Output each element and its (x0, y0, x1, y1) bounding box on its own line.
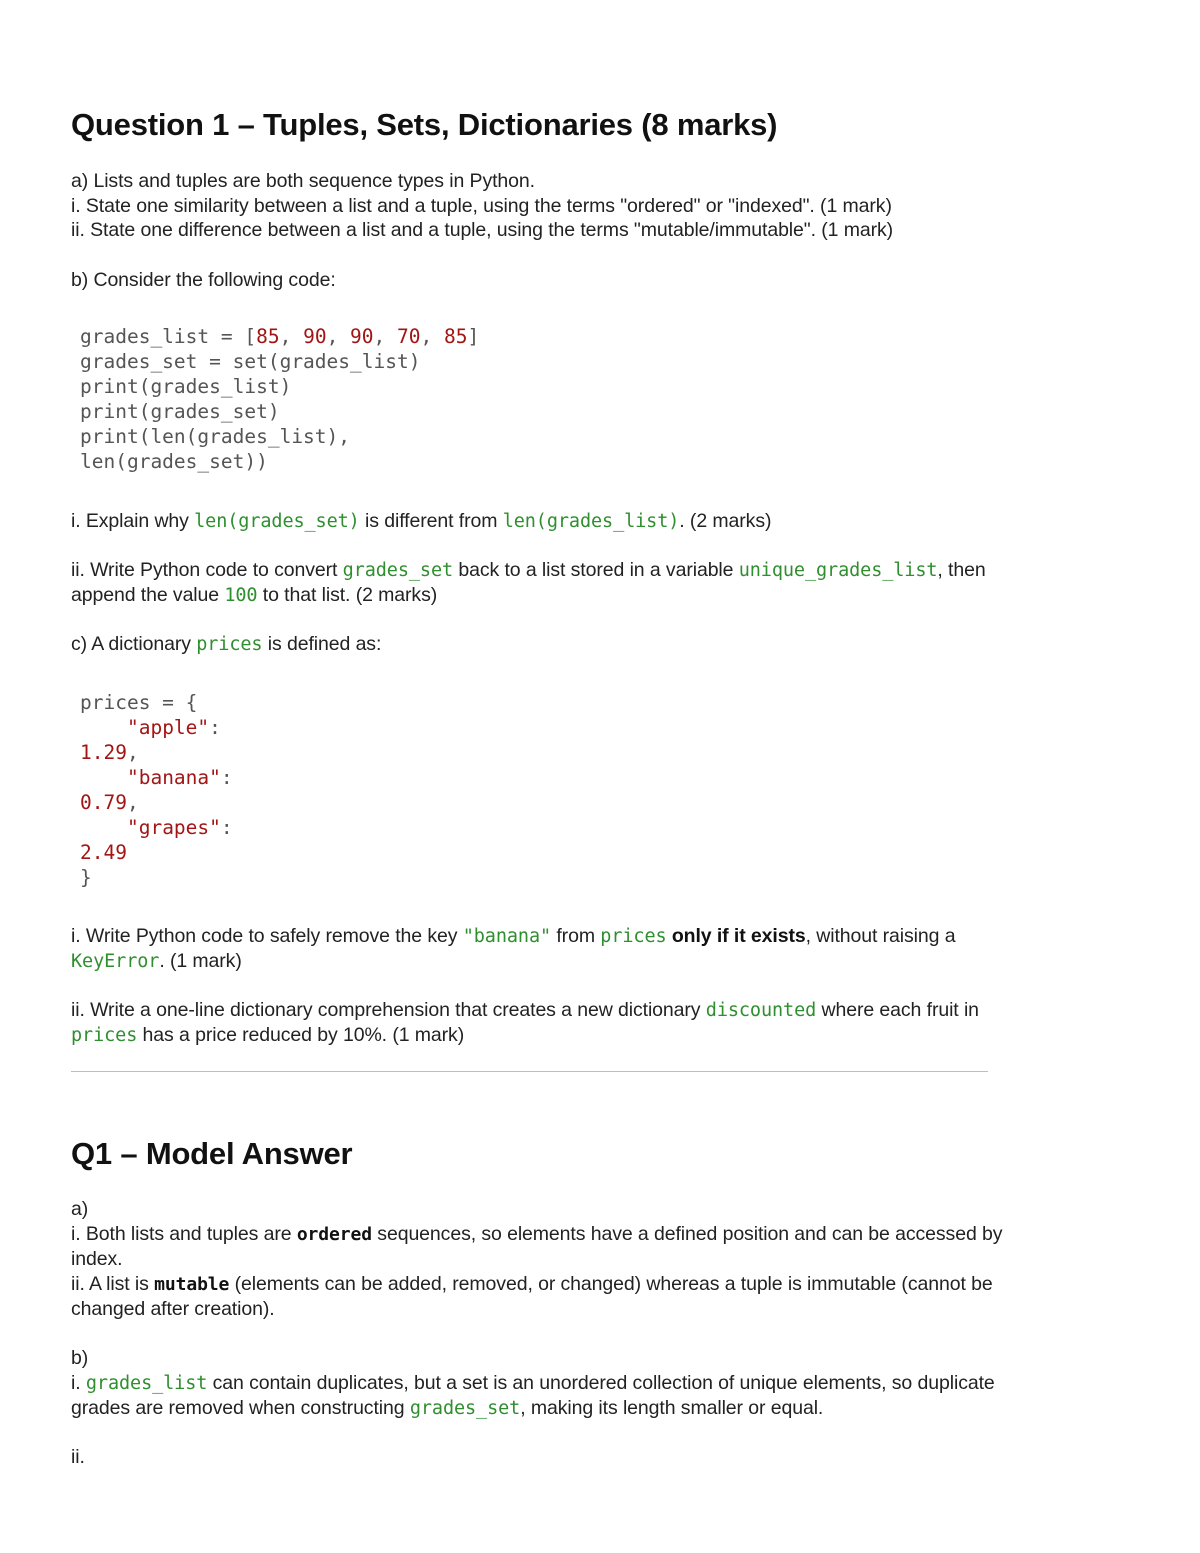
answer-a-ii: ii. A list is mutable (elements can be added, removed, or changed) whereas a tuple is immutable (cannot be changed after creation). (71, 1273, 993, 1320)
answer-a-label: a) (71, 1198, 89, 1220)
part-a-i: i. State one similarity between a list and a tuple, using the terms "ordered" or "indexed". (1 mark) (71, 195, 892, 217)
part-b-ii: ii. Write Python code to convert grades_set back to a list stored in a variable unique_grades_list, then append the value 100 to that list. (2 marks) (71, 559, 986, 606)
answer-a-i: i. Both lists and tuples are ordered sequences, so elements have a defined position and can be accessed by index. (71, 1223, 1003, 1270)
question-title: Question 1 – Tuples, Sets, Dictionaries (8 marks) (71, 107, 778, 142)
code-block-prices: prices = { "apple": 1.29, "banana": 0.79, "grapes": 2.49 } (80, 691, 233, 889)
answer-b-ii: ii. (71, 1446, 85, 1468)
part-b-i: i. Explain why len(grades_set) is different from len(grades_list). (2 marks) (71, 510, 772, 532)
code-block-grades: grades_list = [85, 90, 90, 70, 85] grades_set = set(grades_list) print(grades_list) print(grades_set) print(len(grades_list), len(grades_set)) (80, 325, 480, 473)
part-a-ii: ii. State one difference between a list and a tuple, using the terms "mutable/immutable". (1 mark) (71, 219, 894, 241)
part-c-intro: c) A dictionary prices is defined as: (71, 633, 382, 655)
part-c-i: i. Write Python code to safely remove the key "banana" from prices only if it exists, without raising a KeyError. (1 mark) (71, 925, 956, 972)
section-divider (71, 1071, 988, 1072)
part-b-intro: b) Consider the following code: (71, 269, 336, 291)
answer-title: Q1 – Model Answer (71, 1136, 353, 1171)
part-c-ii: ii. Write a one-line dictionary comprehension that creates a new dictionary discounted where each fruit in prices has a price reduced by 10%. (1 mark) (71, 999, 979, 1046)
part-a-intro: a) Lists and tuples are both sequence types in Python. (71, 170, 535, 192)
answer-b-i: i. grades_list can contain duplicates, but a set is an unordered collection of unique elements, so duplicate grades are removed when constructing grades_set, making its length smaller or equal. (71, 1372, 995, 1419)
answer-b-label: b) (71, 1347, 89, 1369)
